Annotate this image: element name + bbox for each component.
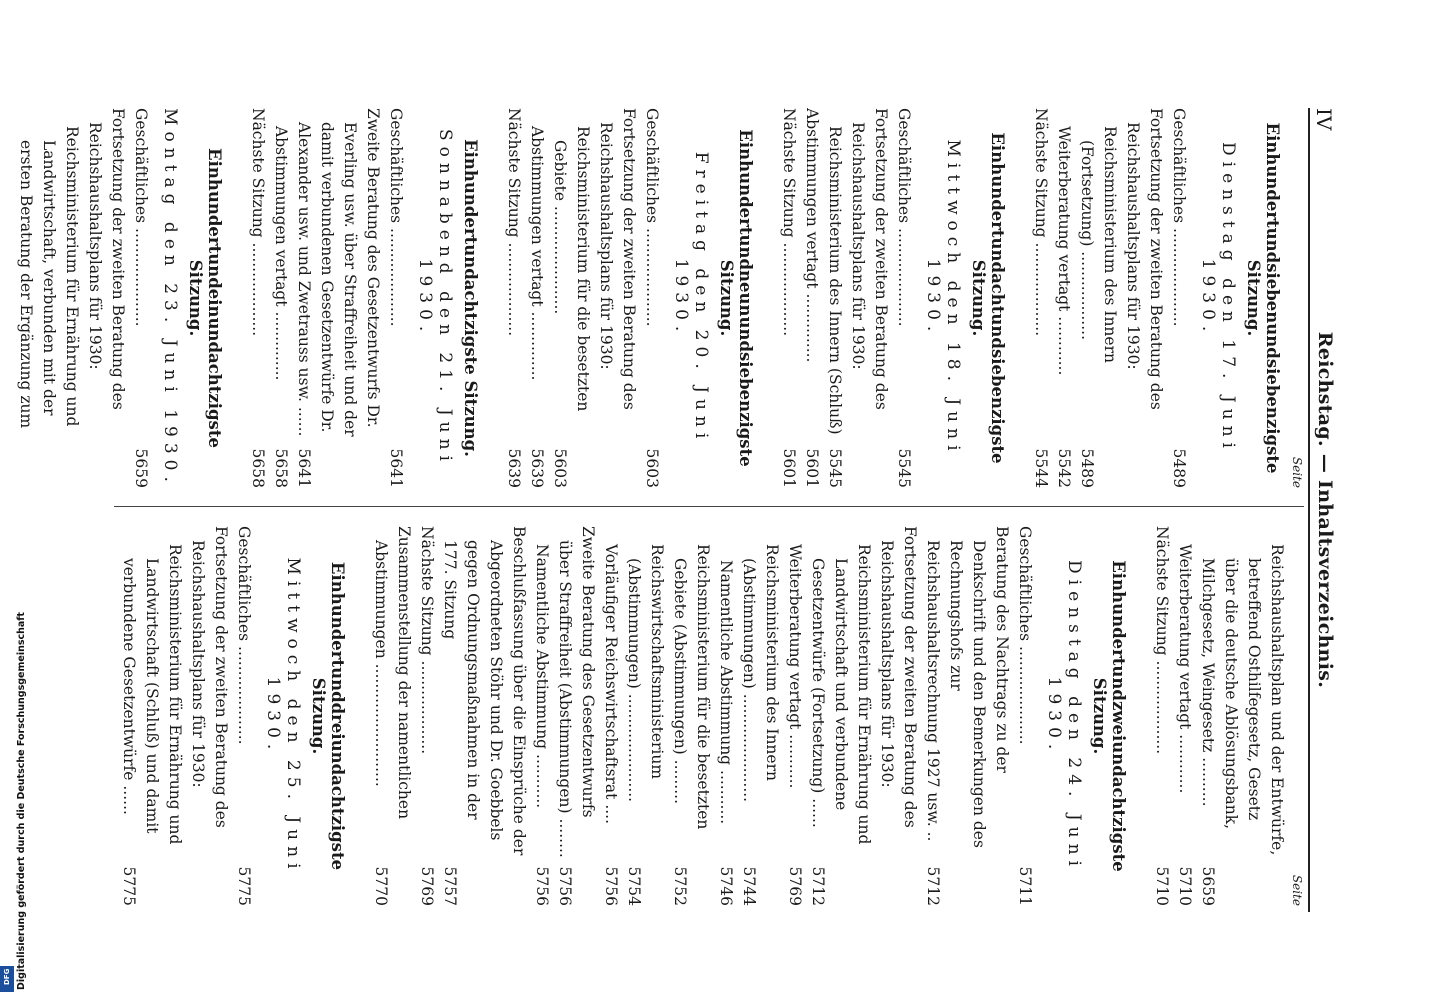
toc-entry: [921, 526, 1013, 906]
session-title: Einhundertundachtundsiebenzigste Sitzung.: [969, 132, 1007, 464]
toc-entry-text: Reichsministerium des Innern (Schluß): [826, 126, 844, 435]
toc-entry-page: 5752: [671, 866, 689, 906]
toc-entry-text: Geschäftliches ....................: [1016, 526, 1034, 745]
toc-entry-text: Abstimmungen vertagt ..............: [528, 126, 546, 381]
session-date: Mittwoch den 18. Juni 1930.: [923, 139, 963, 457]
toc-entry-text: Reichsministerium für die besetzten Gebiete (Abstimmungen) .........: [671, 544, 712, 830]
toc-entry: [1196, 526, 1288, 906]
toc-entry-page: 5641: [295, 448, 313, 488]
toc-entry-page: 5710: [1176, 866, 1194, 906]
dfg-logo-icon: [0, 966, 14, 992]
toc-entry-page: 5756: [556, 866, 574, 906]
sidebar-credit: [2, 300, 27, 990]
toc-entry-text: Weiterberatung vertagt ............: [1176, 544, 1194, 794]
toc-entry-text: Nächste Sitzung ...................: [505, 108, 523, 337]
seite-label: Seite: [1290, 874, 1304, 906]
session-title: Einhundertundsiebenundsiebenzigste Sitzung.: [1244, 122, 1282, 474]
toc-entry: [1167, 108, 1190, 488]
toc-entry-page: 5712: [809, 866, 827, 906]
toc-entry: [737, 526, 783, 906]
dfg-credit-text: Digitalisierung gefördert durch die Deutsche Forschungsgemeinschaft: [16, 612, 27, 990]
toc-entry: [783, 526, 806, 906]
session-date: Mittwoch den 25. Juni 1930.: [263, 557, 303, 875]
session-block: [14, 108, 224, 488]
toc-entry-text: Reichsministerium für Ernährung und Landwirtschaft, verbunden mit der ersten Beratung der Ergänzung zum: [17, 126, 81, 429]
toc-entry-text: Vorläufiger Reichswirtschaftsrat ....: [602, 544, 620, 825]
toc-entry-text: Namentliche Abstimmung ...........: [717, 560, 735, 825]
toc-entry-page: 5769: [786, 866, 804, 906]
session-date: Freitag den 20. Juni 1930.: [671, 151, 711, 445]
toc-entry: [548, 108, 594, 488]
toc-entry: [525, 108, 548, 488]
toc-entry-text: Reichsministerium für die besetzten Gebiete ......................: [551, 126, 592, 412]
toc-entry-text: Geschäftliches ....................: [132, 108, 150, 327]
toc-entry: [415, 526, 438, 906]
toc-entry-text: Reichswirtschaftsministerium (Abstimmungen) ......................: [625, 544, 666, 803]
toc-entry-page: 5711: [1016, 866, 1034, 906]
toc-entry-text: Geschäftliches ....................: [895, 108, 913, 327]
session-title: Einhundertundzweiundachtzigste Sitzung.: [1090, 560, 1128, 872]
toc-entry-page: 5601: [803, 448, 821, 488]
column-divider: [114, 506, 1304, 507]
toc-entry: [1121, 108, 1167, 488]
toc-entry-page: 5601: [780, 448, 798, 488]
toc-entry-page: 5545: [895, 448, 913, 488]
toc-entry: [530, 526, 553, 906]
toc-entry-text: Abstimmungen vertagt ..............: [803, 108, 821, 363]
toc-entry-text: Zweite Beratung des Gesetzentwurfs Dr. Everling usw. über Straffreiheit und der damit verbundenen Gesetzentwürfe Dr. Alexander usw. und Zwetrauss usw. ......: [295, 108, 382, 437]
session-block: [1029, 108, 1282, 488]
session-date: Dienstag den 17. Juni 1930.: [1198, 142, 1238, 454]
page-number: IV: [1312, 108, 1336, 131]
seite-label: Seite: [1290, 456, 1304, 488]
session-date: Sonnabend den 21. Juni 1930.: [415, 129, 455, 467]
toc-entry-page: 5545: [826, 448, 844, 488]
toc-entry-page: 5710: [1153, 866, 1171, 906]
toc-entry-text: Reichsministerium des Innern (Abstimmungen) ......................: [740, 544, 781, 803]
toc-entry-text: Geschäftliches ....................: [235, 526, 253, 745]
toc-entry-text: Reichshaushaltsplan und der Entwürfe, betreffend Osthilfegesetz, Gesetz über die deutsche Ablösungsbank, Milchgesetz, Weingesetz ..........: [1199, 544, 1286, 856]
toc-entry-page: 5757: [441, 866, 459, 906]
session-block: [502, 108, 755, 488]
toc-entry: [117, 526, 186, 906]
toc-entry-page: 5639: [528, 448, 546, 488]
toc-entry-text: Fortsetzung der zweiten Beratung des Reichshaushaltsplans für 1930:: [189, 526, 230, 828]
toc-entry: [502, 108, 525, 488]
toc-entry: [83, 108, 129, 488]
toc-entry-text: Reichsministerium für Ernährung und Landwirtschaft (Schluß) und damit verbundene Gesetzentwürfe ......: [120, 544, 184, 845]
toc-entry-text: Nächste Sitzung ...................: [1032, 108, 1050, 337]
toc-entry-page: 5659: [132, 448, 150, 488]
toc-entry-text: Fortsetzung der zweiten Beratung des Reichshaushaltsplans für 1930:: [86, 108, 127, 410]
toc-entry: [369, 526, 415, 906]
session-block: [369, 526, 1128, 906]
toc-entry: [1029, 108, 1052, 488]
toc-entry-page: 5603: [551, 448, 569, 488]
toc-entry-text: Reichsministerium des Innern (Fortsetzung) ..................: [1078, 126, 1119, 363]
toc-entry: [1173, 526, 1196, 906]
session-block: [117, 526, 347, 906]
toc-entry: [553, 526, 599, 906]
toc-entry-page: 5639: [505, 448, 523, 488]
toc-entry: [668, 526, 714, 906]
toc-entry-text: Zweite Beratung des Gesetzentwurfs über Straffreiheit (Abstimmungen) ........: [556, 526, 597, 858]
left-column: [0, 108, 1304, 488]
page-header: [1308, 108, 1336, 912]
running-title: Reichstag. — Inhaltsverzeichnis.: [1314, 331, 1336, 689]
toc-entry-text: Reichsministerium für Ernährung und Landwirtschaft und verbundene Gesetzentwürfe (Fortsetzung) ......: [809, 544, 873, 845]
toc-entry-text: Beratung des Nachtrags zu der Denkschrift und den Bemerkungen des Rechnungshofs zur Reichshaushaltsrechnung 1927 usw. ..: [924, 526, 1011, 848]
toc-entry-page: 5659: [1199, 866, 1217, 906]
toc-entry-text: Nächste Sitzung ...................: [418, 526, 436, 755]
toc-entry-text: Nächste Sitzung ...................: [1153, 526, 1171, 755]
toc-entry-text: Namentliche Abstimmung ...........: [533, 544, 551, 809]
session-title: Einhundertundneunundsiebenzigste Sitzung.: [717, 129, 755, 467]
toc-entry-text: Beschlußfassung über die Einsprüche der Abgeordneten Stöhr und Dr. Goebbels gegen Ordnungsmaßnahmen in der 177. Sitzung: [441, 526, 528, 856]
toc-entry-page: 5754: [625, 866, 643, 906]
toc-entry-text: Nächste Sitzung ...................: [249, 108, 267, 337]
toc-entry-text: Nächste Sitzung ...................: [780, 108, 798, 337]
toc-entry-page: 5756: [602, 866, 620, 906]
toc-entry-page: 5756: [533, 866, 551, 906]
toc-entry: [875, 526, 921, 906]
toc-entry: [129, 108, 152, 488]
toc-entry-text: Fortsetzung der zweiten Beratung des Reichshaushaltsplans für 1930:: [1124, 108, 1165, 410]
toc-entry: [594, 108, 640, 488]
toc-entry: [806, 526, 875, 906]
session-title: Einhundertundachtzigste Sitzung.: [461, 139, 480, 457]
toc-entry: [186, 526, 232, 906]
toc-entry: [714, 526, 737, 906]
toc-entry: [599, 526, 622, 906]
toc-entry-page: 5489: [1170, 448, 1188, 488]
session-date: Dienstag den 24. Juni 1930.: [1044, 560, 1084, 872]
toc-entry: [438, 526, 530, 906]
toc-entry: [1013, 526, 1036, 906]
toc-entry: [846, 108, 892, 488]
toc-entry: [292, 108, 384, 488]
session-block: [1150, 526, 1288, 906]
toc-entry-page: 5775: [120, 866, 138, 906]
session-block: [777, 108, 1007, 488]
session-title: Einhundertundeinundachtzigste Sitzung.: [186, 148, 224, 448]
session-date: Montag den 23. Juni 1930.: [160, 108, 180, 488]
toc-entry: [622, 526, 668, 906]
toc-entry-text: Fortsetzung der zweiten Beratung des Reichshaushaltsplans für 1930:: [597, 108, 638, 410]
session-title: Einhundertunddreiundachtzigste Sitzung.: [309, 561, 347, 871]
toc-entry-page: 5744: [740, 866, 758, 906]
session-block: [246, 108, 480, 488]
toc-entry-text: Geschäftliches ....................: [387, 108, 405, 327]
toc-entry: [823, 108, 846, 488]
dfg-logo-label: DFG: [3, 968, 11, 985]
toc-entry-text: Weiterberatung vertagt ...........: [786, 544, 804, 789]
toc-entry-text: Fortsetzung der zweiten Beratung des Reichshaushaltsplans für 1930:: [849, 108, 890, 410]
toc-entry-page: 5658: [272, 448, 290, 488]
toc-entry-page: 5746: [717, 866, 735, 906]
toc-entry-page: 5769: [418, 866, 436, 906]
toc-entry-page: 5712: [924, 866, 942, 906]
toc-entry-text: Geschäftliches ....................: [1170, 108, 1188, 327]
toc-entry-text: Geschäftliches ....................: [643, 108, 661, 327]
toc-entry-text: Fortsetzung der zweiten Beratung des Reichshaushaltsplans für 1930:: [878, 526, 919, 828]
toc-entry: [800, 108, 823, 488]
toc-entry-page: 5489: [1078, 448, 1096, 488]
toc-entry-page: 5641: [387, 448, 405, 488]
toc-entry: [1150, 526, 1173, 906]
toc-entry: [777, 108, 800, 488]
toc-entry-page: 5770: [372, 866, 390, 906]
toc-entry: [232, 526, 255, 906]
right-column: [95, 526, 1304, 906]
toc-entry-page: 5544: [1032, 448, 1050, 488]
toc-entry-page: 5658: [249, 448, 267, 488]
toc-entry: [1052, 108, 1075, 488]
toc-entry: [246, 108, 269, 488]
toc-entry: [1075, 108, 1121, 488]
toc-entry-page: 5542: [1055, 448, 1073, 488]
toc-entry: [384, 108, 407, 488]
toc-entry: [269, 108, 292, 488]
toc-entry: [640, 108, 663, 488]
toc-entry-text: Zusammenstellung der namentlichen Abstimmungen .........................: [372, 526, 413, 820]
toc-entry-page: 5603: [643, 448, 661, 488]
toc-entry-text: Weiterberatung vertagt ............: [1055, 126, 1073, 376]
toc-entry: [892, 108, 915, 488]
toc-entry-text: Abstimmungen vertagt ..............: [272, 126, 290, 381]
toc-entry-page: 5775: [235, 866, 253, 906]
